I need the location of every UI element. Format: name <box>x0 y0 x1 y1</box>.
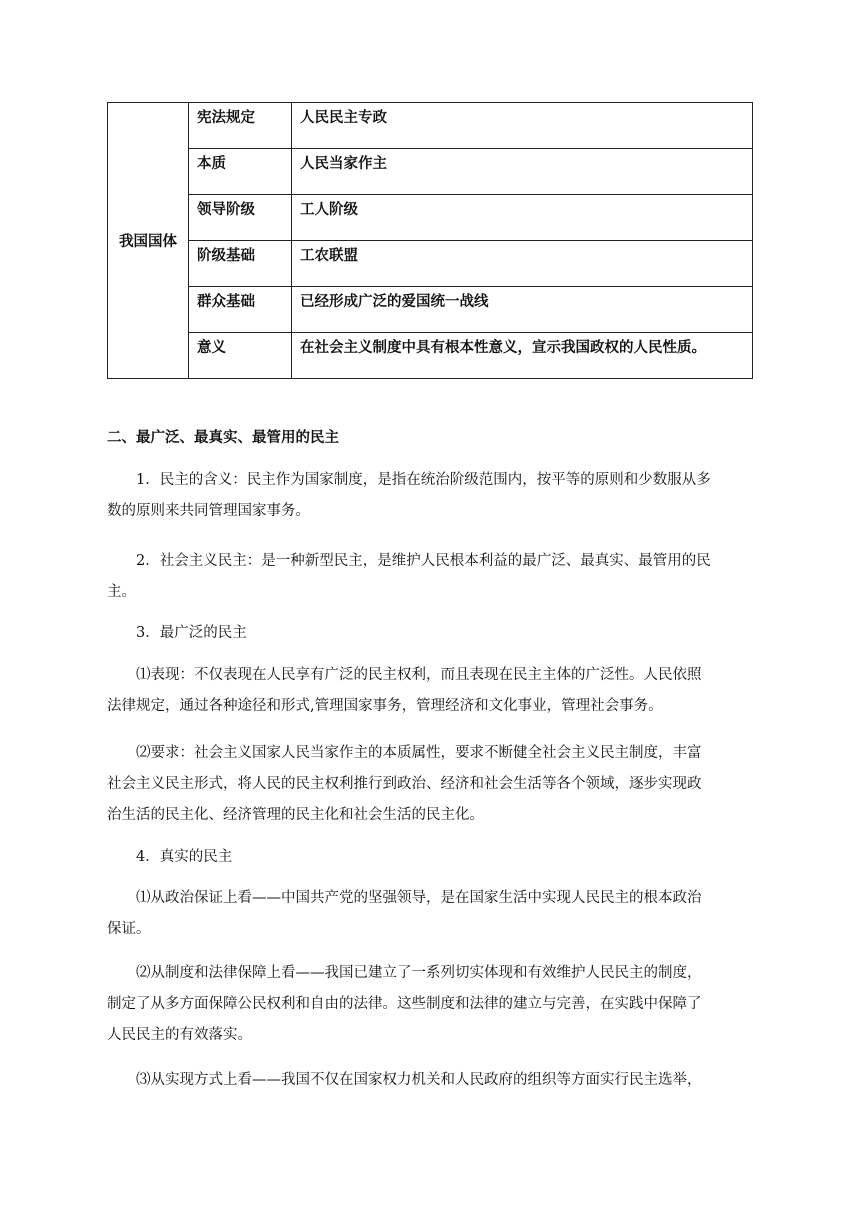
table-head-cell: 我国国体 <box>108 103 189 379</box>
row-value: 工农联盟 <box>292 241 753 287</box>
text-line: 主。 <box>107 584 136 600</box>
row-label: 阶级基础 <box>189 241 292 287</box>
table-row <box>108 287 753 333</box>
text-line: ⑴从政治保证上看——中国共产党的坚强领导，是在国家生活中实现人民民主的根本政治 <box>136 890 702 906</box>
paragraph-implementation <box>107 1065 757 1096</box>
paragraph-socialist-democracy <box>107 546 757 608</box>
text-line: 数的原则来共同管理国家事务。 <box>107 503 310 519</box>
section-title: 二、最广泛、最真实、最管用的民主 <box>107 430 339 446</box>
row-label: 本质 <box>189 149 292 195</box>
text-line: 保证。 <box>107 921 151 937</box>
paragraph-heading-real <box>107 842 757 873</box>
paragraph-manifestation <box>107 660 757 722</box>
text-line: 人民民主的有效落实。 <box>107 1027 252 1043</box>
paragraph-political-guarantee <box>107 883 757 945</box>
table-row <box>108 195 753 241</box>
row-value: 人民民主专政 <box>292 103 753 149</box>
text-line: 法律规定，通过各种途径和形式,管理国家事务，管理经济和文化事业，管理社会事务。 <box>107 698 663 714</box>
paragraph-heading-broadest <box>107 618 757 649</box>
row-label: 意义 <box>189 333 292 379</box>
state-system-table <box>107 102 753 379</box>
text-line: ⑵要求：社会主义国家人民当家作主的本质属性，要求不断健全社会主义民主制度，丰富 <box>136 745 702 761</box>
row-value: 工人阶级 <box>292 195 753 241</box>
text-line: 制定了从多方面保障公民权利和自由的法律。这些制度和法律的建立与完善，在实践中保障了 <box>107 996 702 1012</box>
row-label: 群众基础 <box>189 287 292 333</box>
text-line: 1．民主的含义：民主作为国家制度，是指在统治阶级范围内，按平等的原则和少数服从多 <box>136 472 711 488</box>
row-value: 在社会主义制度中具有根本性意义，宣示我国政权的人民性质。 <box>292 333 753 379</box>
text-line: 治生活的民主化、经济管理的民主化和社会生活的民主化。 <box>107 807 484 823</box>
table-row <box>108 241 753 287</box>
table-row <box>108 149 753 195</box>
text-line: ⑶从实现方式上看——我国不仅在国家权力机关和人民政府的组织等方面实行民主选举， <box>136 1072 702 1088</box>
row-value: 人民当家作主 <box>292 149 753 195</box>
paragraph-legal-guarantee <box>107 958 757 1051</box>
table-row <box>108 333 753 379</box>
text-line: 4．真实的民主 <box>136 849 233 865</box>
row-value: 已经形成广泛的爱国统一战线 <box>292 287 753 333</box>
text-line: 3．最广泛的民主 <box>136 625 247 641</box>
text-line: ⑵从制度和法律保障上看——我国已建立了一系列切实体现和有效维护人民民主的制度， <box>136 965 702 981</box>
text-line: 社会主义民主形式，将人民的民主权利推行到政治、经济和社会生活等各个领域，逐步实现政 <box>107 776 702 792</box>
row-label: 宪法规定 <box>189 103 292 149</box>
table-row <box>108 103 753 149</box>
paragraph-requirement <box>107 738 757 831</box>
row-label: 领导阶级 <box>189 195 292 241</box>
text-line: 2．社会主义民主：是一种新型民主，是维护人民根本利益的最广泛、最真实、最管用的民 <box>136 553 711 569</box>
paragraph-democracy-meaning <box>107 465 757 527</box>
text-line: ⑴表现：不仅表现在人民享有广泛的民主权利，而且表现在民主主体的广泛性。人民依照 <box>136 667 702 683</box>
